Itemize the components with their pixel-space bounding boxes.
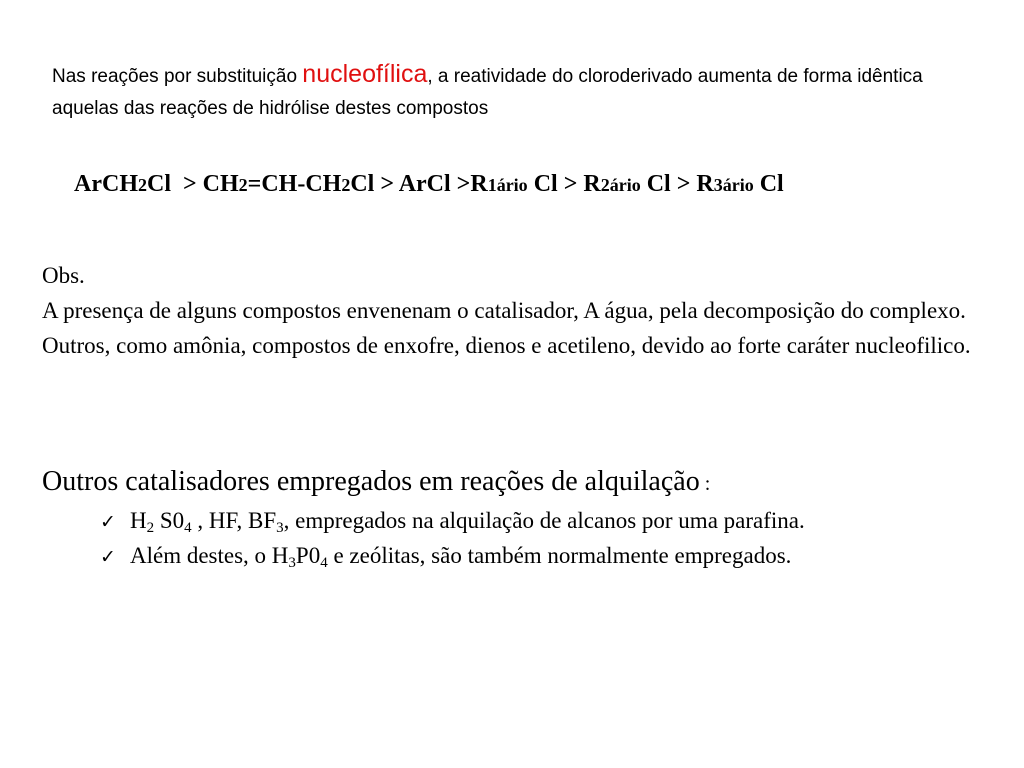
other-catalysts-title [42,462,1002,504]
formula-part: Cl > CH [146,171,239,197]
intro-text-1: Nas reações por substituição [52,66,303,87]
obs-body: A presença de alguns compostos envenenam o catalisador, A água, pela decomposição do complexo. Outros, como amônia, compostos de enxofre, dienos e acetileno, devido ao forte caráter nucleofilico. [42,298,971,358]
formula-part: 2 [238,175,248,195]
formula-part: 3ário [713,175,754,195]
subscript: 4 [184,520,192,536]
item-text: e zeólitas, são também normalmente empregados. [327,543,792,568]
observation-block [42,258,992,363]
item-text: , empregados na alquilação de alcanos por uma parafina. [283,508,805,533]
checkmark-icon: ✓ [100,511,116,533]
reactivity-order-formula [74,166,994,203]
catalyst-list [42,504,1002,574]
subscript: 3 [276,520,284,536]
intro-text-2: , a reatividade do cloroderivado aumenta de forma idêntica aquelas das reações de hidrólise destes compostos [52,66,923,119]
formula-part: =CH-CH [247,171,342,197]
formula-part: ArCH [74,171,138,197]
other-catalysts-title-text: Outros catalisadores empregados em reações de alquilação [42,466,700,497]
checkmark-icon: ✓ [100,546,116,568]
item-text: H [130,508,147,533]
formula-part: 2 [137,175,147,195]
item-text: P0 [295,543,321,568]
intro-highlight: nucleofílica [302,60,428,88]
subscript: 4 [320,555,328,571]
subscript: 3 [288,555,296,571]
item-text: Além destes, o H [130,543,289,568]
formula-part: Cl > ArCl >R [350,171,488,197]
list-item [100,539,1002,574]
other-catalysts-section [42,462,1002,574]
formula-part: 1ário [487,175,528,195]
intro-paragraph [52,58,992,125]
item-text: , HF, BF [191,508,277,533]
formula-part: Cl > R [527,171,601,197]
subscript: 2 [146,520,155,536]
formula-part: Cl [753,171,784,197]
obs-heading: Obs. [42,263,85,288]
title-colon: : [699,473,711,495]
formula-part: 2 [341,175,351,195]
formula-part: 2ário [600,175,641,195]
list-item [100,504,1002,539]
formula-part: Cl > R [640,171,714,197]
item-text: S0 [154,508,185,533]
